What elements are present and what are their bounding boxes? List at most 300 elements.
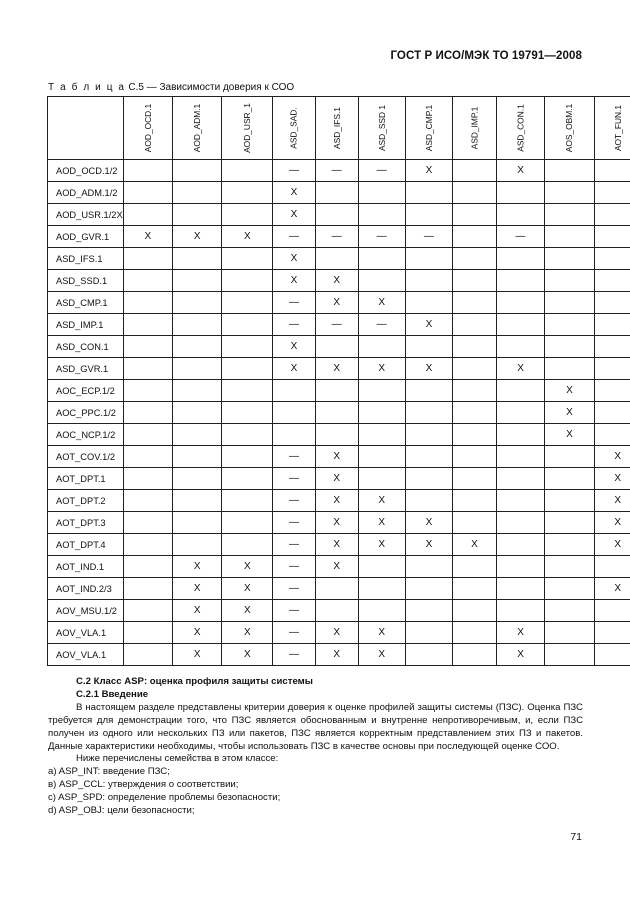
table-cell: X [273, 270, 315, 292]
table-cell: X [594, 468, 630, 490]
table-caption-text: С.5 — Зависимости доверия к СОО [128, 82, 295, 93]
table-cell: X [273, 182, 315, 204]
table-cell [123, 292, 172, 314]
column-header-label: AOS_OBM.1 [564, 103, 575, 153]
table-cell [594, 226, 630, 248]
table-row [48, 380, 630, 402]
table-row [48, 512, 630, 534]
table-cell [405, 468, 452, 490]
table-cell [123, 446, 172, 468]
table-cell: X [315, 292, 358, 314]
table-cell [315, 182, 358, 204]
table-cell [496, 204, 544, 226]
table-cell [315, 204, 358, 226]
table-cell [545, 578, 594, 600]
table-cell: X [173, 578, 222, 600]
column-header-label: ASD_CMP.1 [423, 104, 434, 152]
table-cell [173, 380, 222, 402]
table-cell: X [545, 380, 594, 402]
table-cell: X [315, 490, 358, 512]
table-cell: — [496, 226, 544, 248]
table-cell: — [273, 644, 315, 666]
list-item: d) ASP_OBJ: цели безопасности; [48, 805, 195, 817]
row-label: AOD_USR.1/2X [48, 204, 124, 226]
table-cell [222, 358, 273, 380]
row-label: AOC_PPC.1/2 [48, 402, 124, 424]
table-cell: — [273, 600, 315, 622]
table-cell [496, 468, 544, 490]
table-cell: X [594, 534, 630, 556]
column-header-label: AOT_FUN.1 [612, 104, 623, 152]
table-cell: X [315, 622, 358, 644]
document-header: ГОСТ Р ИСО/МЭК ТО 19791—2008 [390, 50, 582, 62]
table-row [48, 446, 630, 468]
row-label: AOT_DPT.4 [48, 534, 124, 556]
table-cell [496, 446, 544, 468]
table-cell [222, 380, 273, 402]
table-cell: — [358, 160, 405, 182]
table-cell [315, 578, 358, 600]
table-cell [358, 556, 405, 578]
table-cell [173, 424, 222, 446]
table-cell: X [496, 644, 544, 666]
table-cell [453, 160, 497, 182]
table-cell [173, 446, 222, 468]
table-caption [48, 82, 294, 93]
table-cell [173, 292, 222, 314]
table-cell: — [273, 490, 315, 512]
table-cell: X [273, 248, 315, 270]
table-cell: — [273, 468, 315, 490]
table-cell [496, 402, 544, 424]
table-row [48, 336, 630, 358]
table-cell [594, 600, 630, 622]
row-label: ASD_SSD.1 [48, 270, 124, 292]
table-cell [405, 556, 452, 578]
table-cell [496, 424, 544, 446]
section-text [48, 676, 583, 818]
table-cell: — [273, 160, 315, 182]
table-cell [594, 204, 630, 226]
table-cell [222, 292, 273, 314]
table-cell [173, 336, 222, 358]
table-cell [173, 358, 222, 380]
table-cell [496, 270, 544, 292]
table-cell: X [173, 622, 222, 644]
table-cell [123, 204, 172, 226]
intro-paragraph-text: В настоящем разделе представлены критерии доверия к оценке профилей защиты системы (ПЗС). Оценка ПЗС требуется для демонстрации того, что ПЗС является обоснованным и внутренне непротиворечивым, и, если ПЗС получен из одного или нескольких ПЗ или пакетов, ПЗС является корректным представлением этих ПЗ и пакетов. Данные характеристики необходимы, чтобы использовать ПЗС в качестве основы при последующей оценке СОО. [48, 701, 583, 752]
table-cell [594, 248, 630, 270]
table-row [48, 600, 630, 622]
table-cell [173, 270, 222, 292]
row-label: AOT_IND.2/3 [48, 578, 124, 600]
table-cell [273, 402, 315, 424]
row-label: AOT_DPT.3 [48, 512, 124, 534]
table-caption-prefix: Т а б л и ц а [48, 82, 126, 93]
table-cell [405, 446, 452, 468]
table-body [48, 160, 630, 666]
list-item: c) ASP_SPD: определение проблемы безопасности; [48, 792, 281, 804]
column-header-label: ASD_SAD. [289, 107, 299, 149]
table-cell: X [405, 314, 452, 336]
table-cell [123, 622, 172, 644]
table-cell [453, 380, 497, 402]
row-label: AOV_VLA.1 [48, 644, 124, 666]
column-header-label: AOD_USR_1 [242, 103, 253, 153]
table-cell [222, 270, 273, 292]
table-cell [594, 622, 630, 644]
table-row [48, 622, 630, 644]
section-heading: С.2 Класс ASP: оценка профиля защиты системы [76, 676, 313, 687]
table-cell: X [358, 644, 405, 666]
row-label: ASD_IFS.1 [48, 248, 124, 270]
table-cell [545, 644, 594, 666]
table-cell [222, 204, 273, 226]
table-cell [358, 182, 405, 204]
column-header [123, 97, 172, 160]
table-cell: X [273, 204, 315, 226]
table-cell [496, 248, 544, 270]
table-cell [453, 644, 497, 666]
row-label: AOD_ADM.1/2 [48, 182, 124, 204]
table-cell [173, 160, 222, 182]
table-cell [453, 622, 497, 644]
table-cell: X [358, 534, 405, 556]
table-cell [173, 402, 222, 424]
table-cell [594, 160, 630, 182]
table-row [48, 534, 630, 556]
table-cell [123, 424, 172, 446]
table-cell [496, 556, 544, 578]
table-cell [123, 468, 172, 490]
table-cell: X [173, 644, 222, 666]
table-cell [358, 446, 405, 468]
table-cell [453, 424, 497, 446]
table-cell [405, 204, 452, 226]
table-cell: X [594, 512, 630, 534]
table-cell [358, 402, 405, 424]
table-cell [358, 270, 405, 292]
table-cell: X [273, 336, 315, 358]
column-header [496, 97, 544, 160]
column-header-label: ASD_SSD 1 [376, 104, 387, 152]
table-cell [405, 600, 452, 622]
table-cell: — [273, 556, 315, 578]
table-cell [222, 182, 273, 204]
table-cell [545, 204, 594, 226]
table-row [48, 314, 630, 336]
table-cell [405, 402, 452, 424]
table-cell [453, 402, 497, 424]
table-cell: — [273, 446, 315, 468]
table-row [48, 556, 630, 578]
table-cell [358, 424, 405, 446]
table-cell [545, 490, 594, 512]
table-cell [545, 226, 594, 248]
table-cell [453, 292, 497, 314]
table-cell [453, 314, 497, 336]
table-cell [496, 534, 544, 556]
table-cell [123, 490, 172, 512]
table-cell: X [222, 644, 273, 666]
table-cell [123, 402, 172, 424]
table-row [48, 358, 630, 380]
table-cell [173, 468, 222, 490]
table-row [48, 402, 630, 424]
column-header-label: AOD_ADM.1 [192, 103, 203, 153]
table-cell: X [358, 490, 405, 512]
table-cell: X [315, 644, 358, 666]
table-cell [496, 490, 544, 512]
table-cell [594, 424, 630, 446]
table-cell [222, 314, 273, 336]
table-cell [545, 248, 594, 270]
table-cell [496, 380, 544, 402]
column-header [545, 97, 594, 160]
table-row [48, 644, 630, 666]
row-label: AOC_NCP.1/2 [48, 424, 124, 446]
table-cell [358, 336, 405, 358]
table-cell [453, 512, 497, 534]
table-cell [222, 336, 273, 358]
table-cell [358, 248, 405, 270]
table-cell [496, 600, 544, 622]
table-cell: X [315, 358, 358, 380]
dependencies-table [47, 96, 630, 666]
table-cell: X [222, 226, 273, 248]
table-cell: X [405, 160, 452, 182]
table-row [48, 248, 630, 270]
table-cell: — [273, 226, 315, 248]
row-label: AOT_DPT.1 [48, 468, 124, 490]
table-cell [594, 182, 630, 204]
table-cell: — [273, 292, 315, 314]
table-cell [173, 512, 222, 534]
table-cell [594, 336, 630, 358]
table-cell [496, 292, 544, 314]
row-label: AOV_VLA.1 [48, 622, 124, 644]
table-cell [594, 358, 630, 380]
table-cell [545, 292, 594, 314]
table-cell: X [315, 468, 358, 490]
table-cell: — [358, 314, 405, 336]
table-cell [173, 314, 222, 336]
table-cell: X [315, 512, 358, 534]
list-item: a) ASP_INT: введение ПЗС; [48, 766, 170, 778]
table-cell [594, 314, 630, 336]
table-cell [123, 578, 172, 600]
table-cell [222, 490, 273, 512]
table-cell [123, 380, 172, 402]
table-cell: X [273, 358, 315, 380]
table-cell [222, 446, 273, 468]
table-row [48, 468, 630, 490]
column-header-label: ASD_CON.1 [515, 104, 526, 152]
row-label: AOC_ECP.1/2 [48, 380, 124, 402]
column-header [405, 97, 452, 160]
row-label: AOD_OCD.1/2 [48, 160, 124, 182]
table-cell: — [273, 622, 315, 644]
table-cell [222, 512, 273, 534]
table-cell: X [496, 358, 544, 380]
table-corner-cell [48, 97, 124, 160]
table-cell [496, 336, 544, 358]
table-row [48, 490, 630, 512]
table-cell [358, 204, 405, 226]
table-cell: X [594, 490, 630, 512]
table-cell: X [405, 512, 452, 534]
table-cell: — [273, 534, 315, 556]
table-cell [405, 578, 452, 600]
table-cell [123, 182, 172, 204]
table-cell [358, 600, 405, 622]
table-cell: X [222, 622, 273, 644]
table-cell [222, 402, 273, 424]
intro-paragraph [48, 702, 583, 754]
table-cell: X [405, 534, 452, 556]
table-cell [273, 424, 315, 446]
table-cell: — [315, 314, 358, 336]
table-cell [358, 578, 405, 600]
table-cell: X [545, 402, 594, 424]
table-cell: X [222, 556, 273, 578]
table-cell [123, 556, 172, 578]
table-row [48, 424, 630, 446]
table-cell [453, 468, 497, 490]
table-cell [496, 314, 544, 336]
table-cell [123, 248, 172, 270]
table-cell [496, 182, 544, 204]
table-cell [545, 446, 594, 468]
table-cell [545, 512, 594, 534]
table-cell [453, 358, 497, 380]
table-cell [123, 512, 172, 534]
table-cell [545, 314, 594, 336]
table-cell [453, 578, 497, 600]
table-cell [405, 292, 452, 314]
table-row [48, 160, 630, 182]
table-cell [405, 182, 452, 204]
table-cell [594, 270, 630, 292]
table-cell [594, 402, 630, 424]
table-cell [545, 336, 594, 358]
table-cell: X [594, 578, 630, 600]
table-cell [173, 534, 222, 556]
table-cell: X [315, 556, 358, 578]
table-cell [315, 248, 358, 270]
table-cell [594, 380, 630, 402]
table-row [48, 204, 630, 226]
table-cell [496, 578, 544, 600]
table-cell [123, 358, 172, 380]
table-cell [545, 182, 594, 204]
column-header [453, 97, 497, 160]
column-header [358, 97, 405, 160]
table-cell [453, 248, 497, 270]
table-cell: — [315, 160, 358, 182]
table-cell: X [173, 556, 222, 578]
table-cell: X [545, 424, 594, 446]
row-label: AOT_COV.1/2 [48, 446, 124, 468]
table-cell [545, 556, 594, 578]
table-cell [594, 556, 630, 578]
table-cell: X [496, 160, 544, 182]
table-cell [173, 182, 222, 204]
table-cell [594, 644, 630, 666]
table-cell [453, 182, 497, 204]
table-cell [123, 336, 172, 358]
table-cell [405, 424, 452, 446]
table-cell [123, 600, 172, 622]
table-cell: X [315, 270, 358, 292]
table-cell [405, 270, 452, 292]
table-cell [123, 160, 172, 182]
table-cell: X [173, 600, 222, 622]
table-cell [405, 380, 452, 402]
table-cell [222, 160, 273, 182]
row-label: ASD_IMP.1 [48, 314, 124, 336]
table-cell [222, 424, 273, 446]
table-cell: X [315, 446, 358, 468]
column-header [222, 97, 273, 160]
table-cell [545, 160, 594, 182]
table-cell [496, 512, 544, 534]
table-cell: X [358, 622, 405, 644]
table-cell [453, 490, 497, 512]
table-cell [405, 644, 452, 666]
table-cell: X [358, 358, 405, 380]
table-header-row [48, 97, 630, 160]
column-header [594, 97, 630, 160]
table-cell [173, 204, 222, 226]
column-header [173, 97, 222, 160]
table-cell [405, 248, 452, 270]
table-cell [123, 314, 172, 336]
table-row [48, 270, 630, 292]
table-cell [315, 380, 358, 402]
table-cell: X [358, 512, 405, 534]
table-cell [545, 600, 594, 622]
table-cell [315, 402, 358, 424]
table-cell [222, 248, 273, 270]
table-row [48, 182, 630, 204]
table-cell: X [222, 578, 273, 600]
table-cell [545, 622, 594, 644]
table-cell [453, 204, 497, 226]
table-cell: — [273, 314, 315, 336]
table-cell [173, 490, 222, 512]
table-cell [453, 226, 497, 248]
table-cell [453, 556, 497, 578]
table-cell [453, 270, 497, 292]
table-cell: — [273, 578, 315, 600]
table-cell [453, 336, 497, 358]
table-cell [123, 270, 172, 292]
table-row [48, 578, 630, 600]
row-label: ASD_GVR.1 [48, 358, 124, 380]
table-cell: X [453, 534, 497, 556]
table-cell: X [594, 446, 630, 468]
table-cell: X [405, 358, 452, 380]
table-cell [545, 534, 594, 556]
column-header [315, 97, 358, 160]
families-intro-text: Ниже перечислены семейства в этом классе: [76, 753, 279, 765]
column-header-label: ASD_IMP.1 [469, 106, 480, 150]
table-cell [545, 358, 594, 380]
table-cell [405, 490, 452, 512]
row-label: ASD_CON.1 [48, 336, 124, 358]
table-cell [315, 600, 358, 622]
